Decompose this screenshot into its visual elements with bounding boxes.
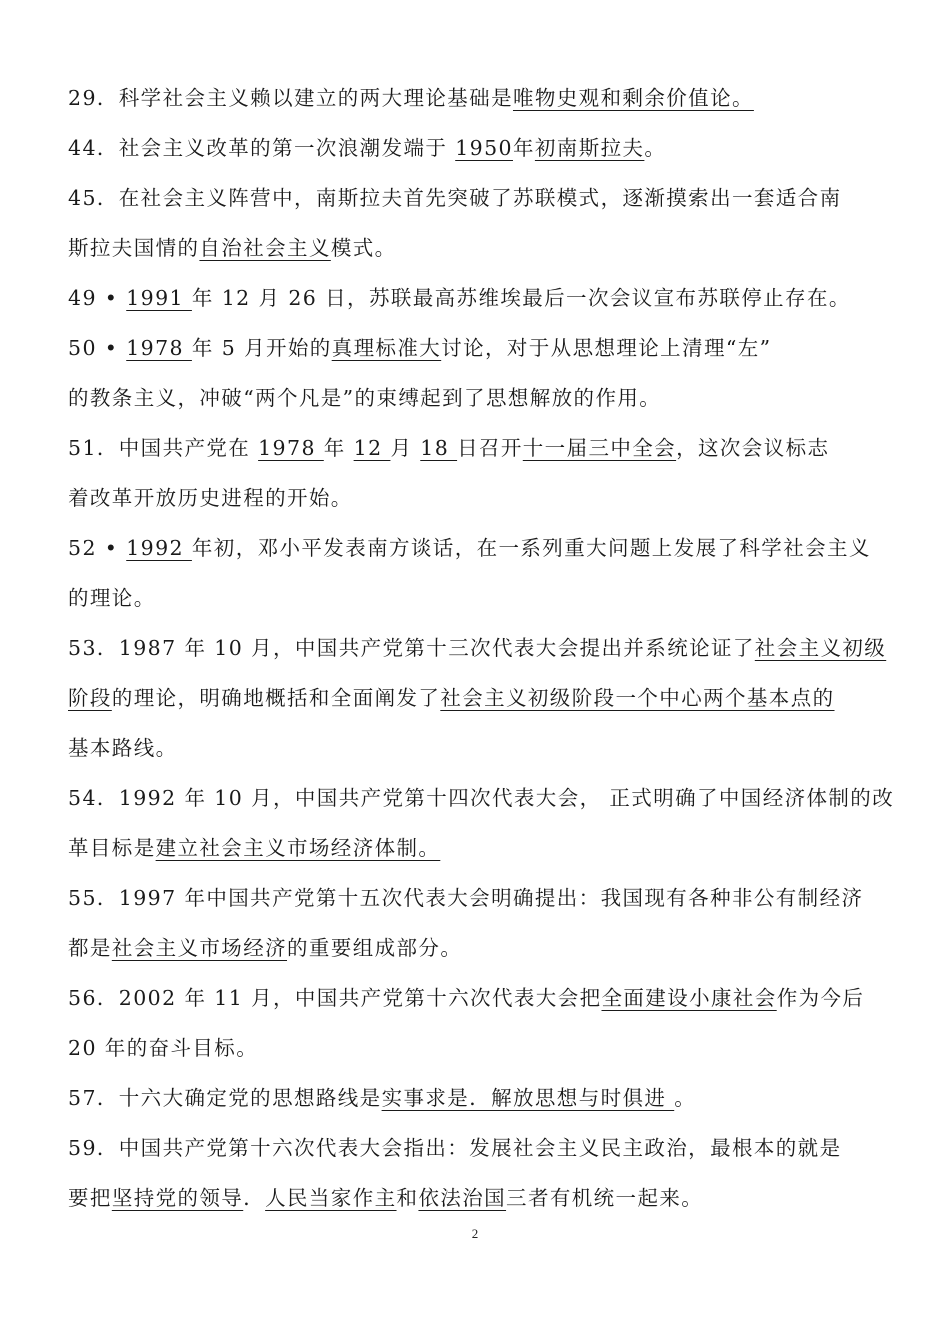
question-text: 年 [323,436,354,460]
question-54-line-2 [68,828,888,878]
question-49-line-1 [68,278,888,328]
question-text: ，这次会议标志 [676,436,830,460]
question-53-line-3 [68,728,888,778]
question-text: 57．十六大确定党的思想路线是 [68,1086,382,1110]
question-text: 的教条主义，冲破“两个凡是”的束缚起到了思想解放的作用。 [68,386,662,410]
question-text: 作为今后 [776,986,865,1010]
question-text: 都是 [68,936,112,960]
question-text: 月 [390,436,421,460]
question-text: 55．1997 年中国共产党第十五次代表大会明确提出：我国现有各种非公有制经济 [68,886,864,910]
question-text: 50 • [68,336,127,360]
question-59-line-1 [68,1128,888,1178]
question-text: 59．中国共产党第十六次代表大会指出：发展社会主义民主政治，最根本的就是 [68,1136,842,1160]
question-text: 年 12 月 26 日，苏联最高苏维埃最后一次会议宣布苏联停止存在。 [191,286,851,310]
question-text: 。 [674,1086,697,1110]
answer-blank: 实事求是．解放思想与时俱进 [381,1086,675,1110]
question-text: 29．科学社会主义赖以建立的两大理论基础是 [68,86,513,110]
question-text: 年 5 月开始的 [191,336,332,360]
question-text: 讨论，对于从思想理论上清理“左” [441,336,772,360]
answer-blank: 真理标准大 [331,336,442,360]
question-text: 年初，邓小平发表南方谈话，在一系列重大问题上发展了科学社会主义 [191,536,871,560]
question-text: 日召开 [457,436,523,460]
question-29-line-1 [68,78,888,128]
question-50-line-1 [68,328,888,378]
answer-blank: 坚持党的领导 [111,1186,244,1210]
question-list [68,78,895,1228]
answer-blank: 1992 [126,536,192,560]
question-text: 。 [644,136,667,160]
answer-blank: 依法治国 [418,1186,507,1210]
question-text: 着改革开放历史进程的开始。 [68,486,353,510]
question-text: 49 • [68,286,127,310]
question-57-line-1 [68,1078,888,1128]
question-text: 革目标是 [68,836,156,860]
question-text: 和 [396,1186,419,1210]
question-44-line-1 [68,128,888,178]
question-52-line-2 [68,578,888,628]
question-55-line-2 [68,928,888,978]
answer-blank: 唯物史观和剩余价值论。 [512,86,754,110]
question-text: 56．2002 年 11 月，中国共产党第十六次代表大会把 [68,986,602,1010]
answer-blank: 自治社会主义 [199,236,331,260]
question-text: 模式。 [330,236,397,260]
question-text: 51．中国共产党在 [68,436,259,460]
answer-blank: 12 [353,436,391,460]
question-50-line-2 [68,378,888,428]
answer-blank: 社会主义初级 [754,636,887,660]
question-52-line-1 [68,528,888,578]
question-text: 年 [512,136,535,160]
question-53-line-2 [68,678,888,728]
question-45-line-2 [68,228,888,278]
question-text: 54．1992 年 10 月，中国共产党第十四次代表大会， 正式明确了中国经济体制的改 [68,786,895,810]
answer-blank: 1978 [126,336,192,360]
question-text: 20 年的奋斗目标。 [68,1036,259,1060]
question-text: 基本路线。 [68,736,178,760]
question-59-line-2 [68,1178,888,1228]
question-text: 52 • [68,536,127,560]
question-text: 的理论，明确地概括和全面阐发了 [111,686,441,710]
question-text: ． [243,1186,266,1210]
question-text: 斯拉夫国情的 [68,236,200,260]
answer-blank: 社会主义初级阶段一个中心两个基本点的 [440,686,835,710]
question-text: 53．1987 年 10 月，中国共产党第十三次代表大会提出并系统论证了 [68,636,755,660]
question-56-line-2 [68,1028,888,1078]
question-text: 的重要组成部分。 [287,936,463,960]
answer-blank: 建立社会主义市场经济体制。 [155,836,441,860]
answer-blank: 18 [420,436,458,460]
question-54-line-1 [68,778,895,828]
answer-blank: 社会主义市场经济 [111,936,288,960]
answer-blank: 全面建设小康社会 [601,986,777,1010]
answer-blank: 1978 [258,436,324,460]
answer-blank: 1950 [455,136,513,160]
question-text: 要把 [68,1186,112,1210]
answer-blank: 1991 [126,286,192,310]
question-text: 的理论。 [68,586,156,610]
question-45-line-1 [68,178,888,228]
question-53-line-1 [68,628,888,678]
question-text: 45．在社会主义阵营中，南斯拉夫首先突破了苏联模式，逐渐摸索出一套适合南 [68,186,842,210]
page-number: 2 [471,1226,479,1241]
question-text: 三者有机统一起来。 [506,1186,704,1210]
question-51-line-2 [68,478,888,528]
question-text: 44．社会主义改革的第一次浪潮发端于 [68,136,456,160]
answer-blank: 初南斯拉夫 [534,136,645,160]
question-56-line-1 [68,978,888,1028]
question-51-line-1 [68,428,888,478]
answer-blank: 十一届三中全会 [522,436,677,460]
answer-blank: 阶段 [68,686,112,710]
question-55-line-1 [68,878,888,928]
answer-blank: 人民当家作主 [265,1186,397,1210]
